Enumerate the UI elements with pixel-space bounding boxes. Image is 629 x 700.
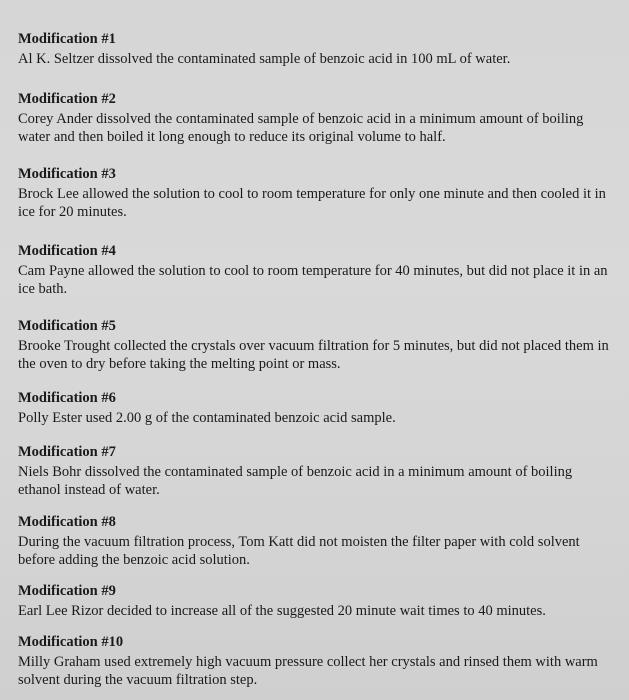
modification-5 — [18, 317, 618, 373]
modification-1 — [18, 30, 618, 68]
modification-8 — [18, 513, 618, 569]
modification-title: Modification #8 — [18, 514, 116, 530]
modification-text: Corey Ander dissolved the contaminated sample of benzoic acid in a minimum amount of boiling water and then boiled it long enough to reduce its original volume to half. — [18, 111, 584, 145]
modification-text: Al K. Seltzer dissolved the contaminated sample of benzoic acid in 100 mL of water. — [18, 51, 511, 67]
modification-title: Modification #10 — [18, 634, 124, 650]
modification-text: Polly Ester used 2.00 g of the contaminated benzoic acid sample. — [18, 410, 396, 426]
modification-text: Niels Bohr dissolved the contaminated sample of benzoic acid in a minimum amount of boiling ethanol instead of water. — [18, 464, 573, 498]
modification-9 — [18, 582, 618, 620]
modification-10 — [18, 633, 618, 689]
modification-text: Cam Payne allowed the solution to cool to room temperature for 40 minutes, but did not place it in an ice bath. — [18, 263, 608, 297]
modification-3 — [18, 165, 618, 221]
modification-title: Modification #7 — [18, 444, 116, 460]
modification-2 — [18, 90, 618, 146]
modification-title: Modification #4 — [18, 243, 116, 259]
modification-text: Milly Graham used extremely high vacuum pressure collect her crystals and rinsed them with warm solvent during the vacuum filtration step. — [18, 654, 598, 688]
modification-text: During the vacuum filtration process, Tom Katt did not moisten the filter paper with cold solvent before adding the benzoic acid solution. — [18, 534, 580, 568]
modification-text: Earl Lee Rizor decided to increase all of the suggested 20 minute wait times to 40 minutes. — [18, 603, 546, 619]
modification-title: Modification #6 — [18, 390, 116, 406]
modification-title: Modification #2 — [18, 91, 116, 107]
modification-title: Modification #9 — [18, 583, 116, 599]
modification-7 — [18, 443, 618, 499]
modification-title: Modification #1 — [18, 31, 116, 47]
modification-text: Brooke Trought collected the crystals over vacuum filtration for 5 minutes, but did not placed them in the oven to dry before taking the melting point or mass. — [18, 338, 609, 372]
modification-title: Modification #3 — [18, 166, 116, 182]
modification-text: Brock Lee allowed the solution to cool to room temperature for only one minute and then cooled it in ice for 20 minutes. — [18, 186, 606, 220]
modification-6 — [18, 389, 618, 427]
modification-4 — [18, 242, 618, 298]
modification-title: Modification #5 — [18, 318, 116, 334]
